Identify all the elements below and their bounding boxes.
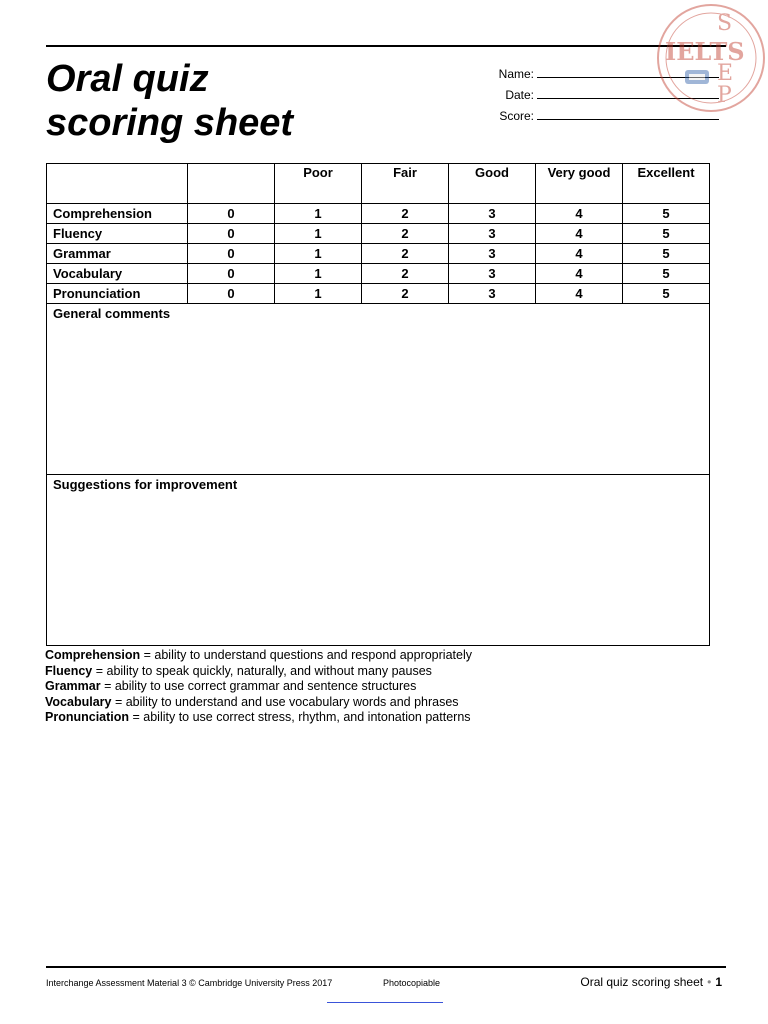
definition-term: Comprehension bbox=[45, 648, 141, 662]
page-title bbox=[46, 57, 293, 145]
definition-term: Vocabulary bbox=[45, 694, 112, 709]
footer-rule bbox=[46, 966, 726, 968]
definition-text: = ability to use correct stress, rhythm, and intonation patterns bbox=[129, 710, 471, 724]
score-cell[interactable]: 4 bbox=[536, 224, 623, 244]
score-cell[interactable]: 2 bbox=[362, 264, 449, 284]
suggestions-row bbox=[47, 475, 710, 646]
score-cell[interactable]: 2 bbox=[362, 204, 449, 224]
table-row bbox=[47, 244, 710, 264]
score-cell[interactable]: 1 bbox=[275, 284, 362, 304]
score-cell[interactable]: 2 bbox=[362, 224, 449, 244]
definition-item bbox=[45, 664, 472, 680]
suggestions-box[interactable] bbox=[47, 475, 710, 646]
definition-term: Grammar bbox=[45, 679, 101, 693]
table-row bbox=[47, 284, 710, 304]
score-cell[interactable]: 0 bbox=[188, 264, 275, 284]
score-cell[interactable]: 4 bbox=[536, 284, 623, 304]
score-cell[interactable]: 0 bbox=[188, 204, 275, 224]
definition-text: = ability to understand questions and respond appropriately bbox=[140, 648, 472, 662]
score-cell[interactable]: 2 bbox=[362, 244, 449, 264]
score-label: Score: bbox=[499, 109, 534, 123]
table-header-row bbox=[47, 164, 710, 204]
criterion-label: Vocabulary bbox=[47, 264, 188, 284]
definition-item bbox=[45, 648, 472, 664]
header-cell-criterion bbox=[47, 164, 188, 204]
definition-text: = ability to understand and use vocabulary words and phrases bbox=[111, 694, 459, 709]
score-cell[interactable]: 1 bbox=[275, 264, 362, 284]
header-cell-zero bbox=[188, 164, 275, 204]
definition-term: Fluency bbox=[45, 663, 93, 678]
score-cell[interactable]: 1 bbox=[275, 224, 362, 244]
title-line-1: Oral quiz bbox=[46, 58, 209, 100]
score-cell[interactable]: 3 bbox=[449, 224, 536, 244]
definition-text: = ability to speak quickly, naturally, and without many pauses bbox=[92, 663, 432, 678]
definitions-list bbox=[45, 648, 472, 726]
score-cell[interactable]: 5 bbox=[623, 224, 710, 244]
definition-term: Pronunciation bbox=[45, 710, 130, 724]
score-cell[interactable]: 3 bbox=[449, 284, 536, 304]
criterion-label: Fluency bbox=[47, 224, 188, 244]
score-cell[interactable]: 5 bbox=[623, 264, 710, 284]
footer-page-title: Oral quiz scoring sheet bbox=[580, 975, 704, 989]
suggestions-label: Suggestions for improvement bbox=[53, 477, 238, 492]
watermark-shield-band bbox=[689, 74, 705, 80]
criterion-label: Comprehension bbox=[47, 204, 188, 224]
watermark-step-s: S bbox=[717, 11, 733, 36]
score-cell[interactable]: 3 bbox=[449, 244, 536, 264]
criterion-label: Grammar bbox=[47, 244, 188, 264]
score-cell[interactable]: 3 bbox=[449, 204, 536, 224]
score-cell[interactable]: 4 bbox=[536, 204, 623, 224]
name-label: Name: bbox=[498, 67, 534, 81]
header-cell-very-good: Very good bbox=[536, 164, 623, 204]
header-cell-good: Good bbox=[449, 164, 536, 204]
ielts-step-watermark bbox=[655, 0, 768, 118]
score-cell[interactable]: 4 bbox=[536, 244, 623, 264]
scoring-table bbox=[46, 163, 710, 646]
header-cell-fair: Fair bbox=[362, 164, 449, 204]
footer-photocopiable: Photocopiable bbox=[383, 978, 441, 988]
top-rule bbox=[46, 45, 726, 47]
definition-text: = ability to use correct grammar and sentence structures bbox=[100, 679, 417, 693]
watermark-ielts-text: IELTS bbox=[665, 37, 745, 66]
score-cell[interactable]: 1 bbox=[275, 204, 362, 224]
title-line-2: scoring sheet bbox=[46, 102, 294, 144]
score-cell[interactable]: 2 bbox=[362, 284, 449, 304]
score-line[interactable] bbox=[537, 119, 719, 120]
general-comments-label: General comments bbox=[53, 306, 171, 321]
score-cell[interactable]: 0 bbox=[188, 244, 275, 264]
definition-item bbox=[45, 695, 472, 711]
score-cell[interactable]: 1 bbox=[275, 244, 362, 264]
footer-separator: • bbox=[707, 975, 712, 989]
watermark-step-p: P bbox=[717, 83, 732, 108]
header-cell-poor: Poor bbox=[275, 164, 362, 204]
page-number: 1 bbox=[715, 975, 722, 989]
definition-item bbox=[45, 679, 472, 695]
score-cell[interactable]: 0 bbox=[188, 284, 275, 304]
score-cell[interactable]: 5 bbox=[623, 244, 710, 264]
score-cell[interactable]: 4 bbox=[536, 264, 623, 284]
score-cell[interactable]: 5 bbox=[623, 204, 710, 224]
score-cell[interactable]: 3 bbox=[449, 264, 536, 284]
header-cell-excellent: Excellent bbox=[623, 164, 710, 204]
comments-row bbox=[47, 304, 710, 475]
footer-copyright: Interchange Assessment Material 3 © Cambridge University Press 2017 bbox=[46, 978, 333, 988]
general-comments-box[interactable] bbox=[47, 304, 710, 475]
table-row bbox=[47, 264, 710, 284]
table-row bbox=[47, 204, 710, 224]
watermark-step-e: E bbox=[717, 61, 734, 86]
score-cell[interactable]: 5 bbox=[623, 284, 710, 304]
score-cell[interactable]: 0 bbox=[188, 224, 275, 244]
footer-page-label bbox=[580, 975, 722, 989]
table-row bbox=[47, 224, 710, 244]
criterion-label: Pronunciation bbox=[47, 284, 188, 304]
link-underline[interactable] bbox=[327, 1002, 443, 1003]
definition-item bbox=[45, 710, 472, 726]
date-label: Date: bbox=[505, 88, 534, 102]
